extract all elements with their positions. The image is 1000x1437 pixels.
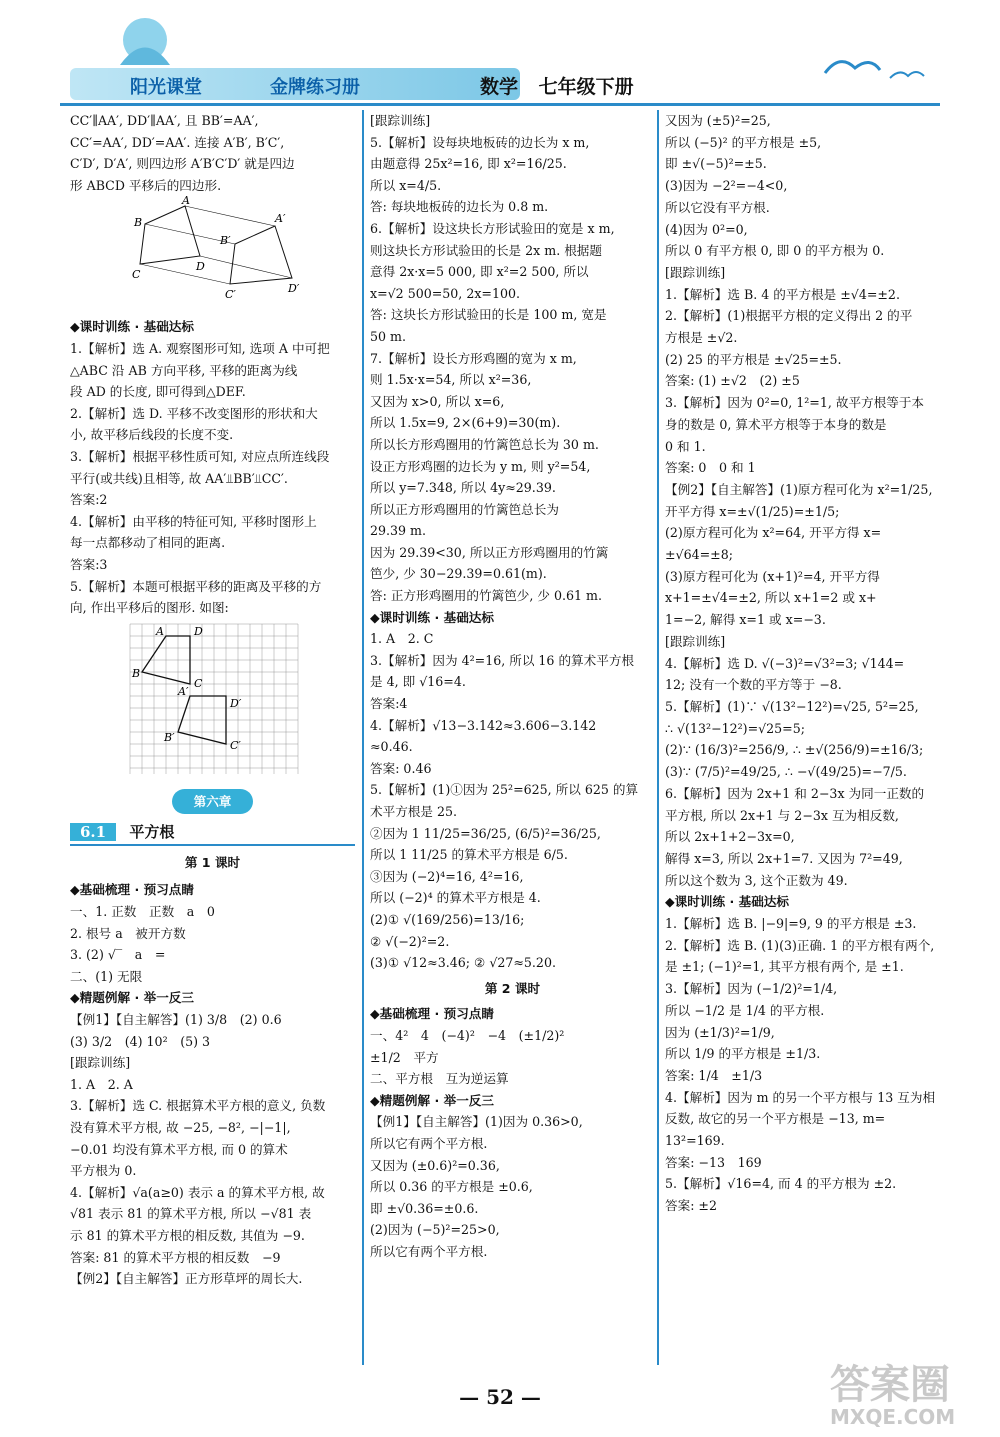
- text-line: 5.【解析】设每块地板砖的边长为 x m,: [370, 134, 590, 150]
- text-line: 【例2】【自主解答】正方形草坪的周长大.: [70, 1271, 303, 1287]
- text-line: ②因为 1 11/25=36/25, (6/5)²=36/25,: [370, 825, 601, 841]
- text-line: (2)原方程可化为 x²=64, 开平方得 x=: [665, 525, 882, 541]
- text-line: 又因为 x>0, 所以 x=6,: [370, 393, 505, 409]
- text-line: 【例2】【自主解答】(1)原方程可化为 x²=1/25,: [665, 481, 933, 497]
- text-line: 6.【解析】设这块长方形试验田的宽是 x m,: [370, 220, 615, 236]
- text-line: 答案: 81 的算术平方根的相反数 −9: [70, 1249, 281, 1265]
- fig-label: C′: [225, 288, 236, 302]
- column-2: [370, 110, 655, 1262]
- grid-figure: [70, 619, 355, 779]
- text-line: 3.【解析】因为 (−1/2)²=1/4,: [665, 981, 838, 997]
- text-line: ③因为 (−2)⁴=16, 4²=16,: [370, 868, 524, 884]
- text-line: 二、(1) 无限: [70, 968, 143, 984]
- col2-lesson2: [370, 1003, 655, 1262]
- text-line: 又因为 (±0.6)²=0.36,: [370, 1157, 500, 1173]
- page-header: [60, 8, 940, 103]
- text-line: 意得 2x·x=5 000, 即 x²=2 500, 所以: [370, 264, 589, 280]
- text-line: 所以 y=7.348, 所以 4y≈29.39.: [370, 480, 556, 496]
- text-line: (4)因为 0²=0,: [665, 221, 748, 237]
- text-line: 答: 每块地板砖的边长为 0.8 m.: [370, 199, 549, 215]
- text-line: 2.【解析】选 D. 平移不改变图形的形状和大: [70, 405, 318, 421]
- text-line: 所以这个数为 3, 这个正数为 49.: [665, 872, 848, 888]
- section-heading: ◆精题例解 · 举一反三: [370, 1092, 494, 1108]
- text-line: 答案:2: [70, 492, 108, 508]
- text-line: 段 AD 的长度, 即可得到△DEF.: [70, 384, 246, 400]
- text-line: 所以 1.5x=9, 2×(6+9)=30(m).: [370, 415, 561, 431]
- text-line: 50 m.: [370, 328, 406, 344]
- text-line: 所以长方形鸡圈用的竹篱笆总长为 30 m.: [370, 436, 599, 452]
- text-line: (3)原方程可化为 (x+1)²=4, 开平方得: [665, 568, 880, 584]
- section-heading: ◆基础梳理 · 预习点睛: [370, 1006, 494, 1022]
- column-1: [70, 110, 355, 1290]
- text-line: 【例1】【自主解答】(1) 3/8 (2) 0.6: [70, 1012, 282, 1028]
- text-line: 3.【解析】因为 0²=0, 1²=1, 故平方根等于本: [665, 395, 925, 411]
- section-heading: ◆基础梳理 · 预习点睛: [70, 882, 194, 898]
- text-line: 0 和 1.: [665, 438, 706, 454]
- text-line: 没有算术平方根, 故 −25, −8², −|−1|,: [70, 1120, 291, 1135]
- text-line: [跟踪训练]: [70, 1055, 131, 1071]
- text-line: 3.【解析】根据平移性质可知, 对应点所连线段: [70, 448, 330, 464]
- text-line: (2)① √(169/256)=13/16;: [370, 911, 525, 927]
- fig-label: D′: [288, 282, 300, 296]
- text-line: 所以 (−2)⁴ 的算术平方根是 4.: [370, 890, 541, 906]
- text-line: [跟踪训练]: [370, 113, 431, 128]
- text-line: 又因为 (±5)²=25,: [665, 113, 771, 128]
- lesson-title: 第 1 课时: [184, 854, 241, 870]
- text-line: 4.【解析】选 D. √(−3)²=√3²=3; √144=: [665, 655, 905, 671]
- brand-name: 阳光课堂: [130, 77, 202, 98]
- text-line: (2) 25 的平方根是 ±√25=±5.: [665, 351, 842, 367]
- grid-label: D: [194, 624, 203, 638]
- text-line: 所以 x=4/5.: [370, 177, 442, 193]
- text-line: 3.【解析】选 C. 根据算术平方根的意义, 负数: [70, 1098, 326, 1114]
- section-title: 平方根: [129, 823, 175, 842]
- text-line: 1. A 2. A: [70, 1076, 133, 1092]
- text-line: ±1/2 平方: [370, 1049, 439, 1065]
- subject: 数学: [480, 76, 519, 98]
- text-line: 2.【解析】(1)根据平方根的定义得出 2 的平: [665, 308, 913, 324]
- text-line: x+1=±√4=±2, 所以 x+1=2 或 x+: [665, 590, 877, 606]
- text-line: 1.【解析】选 A. 观察图形可知, 选项 A 中可把: [70, 340, 330, 356]
- text-line: 所以 (−5)² 的平方根是 ±5,: [665, 134, 822, 150]
- text-line: 【例1】【自主解答】(1)因为 0.36>0,: [370, 1114, 583, 1130]
- text-line: 答案: 0 0 和 1: [665, 460, 756, 476]
- text-line: x=√2 500=50, 2x=100.: [370, 285, 521, 301]
- header-banner: [70, 68, 520, 100]
- chapter-title: 第六章: [172, 789, 254, 815]
- text-line: 反数, 故它的另一个平方根是 −13, m=: [665, 1111, 886, 1127]
- text-line: 所以 −1/2 是 1/4 的平方根.: [665, 1002, 825, 1018]
- fig-label: B: [134, 216, 143, 230]
- fig-label: B′: [220, 234, 231, 248]
- col2-main: [370, 110, 655, 974]
- text-line: 答案: −13 169: [665, 1154, 762, 1170]
- text-line: 是 ±1; (−1)²=1, 其平方根有两个, 是 ±1.: [665, 959, 904, 975]
- section-heading-bar: [70, 822, 355, 846]
- text-line: 3.【解析】因为 4²=16, 所以 16 的算术平方根: [370, 652, 635, 668]
- text-line: 因为 (±1/3)²=1/9,: [665, 1024, 775, 1040]
- page-number: — 52 —: [459, 1385, 541, 1409]
- col1-exercises: [70, 316, 355, 618]
- text-line: (3)① √12≈3.46; ② √27≈5.20.: [370, 955, 556, 971]
- watermark-logo: 答案圈 MXQE.COM: [830, 1362, 956, 1429]
- text-line: 由题意得 25x²=16, 即 x²=16/25.: [370, 156, 567, 172]
- text-line: 所以 0.36 的平方根是 ±0.6,: [370, 1179, 533, 1195]
- text-line: 4.【解析】√13−3.142≈3.606−3.142: [370, 717, 597, 733]
- text-line: △ABC 沿 AB 方向平移, 平移的距离为线: [70, 362, 298, 378]
- grid-label: C: [194, 676, 203, 690]
- text-line: 平行(或共线)且相等, 故 AA′⫫BB′⫫CC′.: [70, 470, 288, 486]
- text-line: 3. (2) √‾ a =: [70, 947, 166, 963]
- text-line: (3)因为 −2²=−4<0,: [665, 178, 788, 194]
- text-line: 7.【解析】设长方形鸡圈的宽为 x m,: [370, 350, 577, 366]
- text-line: CC′=AA′, DD′=AA′. 连接 A′B′, B′C′,: [70, 134, 285, 150]
- text-line: 方根是 ±√2.: [665, 330, 738, 346]
- text-line: 术平方根是 25.: [370, 804, 458, 819]
- text-line: 1.【解析】选 B. |−9|=9, 9 的平方根是 ±3.: [665, 916, 917, 932]
- text-line: 形 ABCD 平移后的四边形.: [70, 177, 222, 193]
- fig-label: A: [182, 196, 190, 208]
- brand-subtitle: 金牌练习册: [270, 77, 360, 98]
- translation-figure: [70, 196, 355, 316]
- text-line: 答案: (1) ±√2 (2) ±5: [665, 373, 800, 389]
- section-heading: ◆精题例解 · 举一反三: [70, 990, 194, 1006]
- text-line: 所以 2x+1+2−3x=0,: [665, 829, 795, 845]
- text-line: 设正方形鸡圈的边长为 y m, 则 y²=54,: [370, 458, 591, 474]
- section-heading: ◆课时训练 · 基础达标: [70, 319, 194, 335]
- text-line: 一、1. 正数 正数 a 0: [70, 904, 215, 920]
- text-line: ∴ √(13²−12²)=√25=5;: [665, 720, 805, 736]
- text-line: 答: 这块长方形试验田的长是 100 m, 宽是: [370, 307, 607, 323]
- text-line: 13²=169.: [665, 1133, 725, 1149]
- text-line: 2. 根号 a 被开方数: [70, 925, 186, 941]
- text-line: (3) 3/2 (4) 10² (5) 3: [70, 1033, 211, 1049]
- text-line: 5.【解析】(1)∵ √(13²−12²)=√25, 5²=25,: [665, 698, 919, 714]
- text-line: √81 表示 81 的算术平方根, 所以 −√81 表: [70, 1206, 312, 1222]
- text-line: 1.【解析】选 B. 4 的平方根是 ±√4=±2.: [665, 286, 900, 302]
- col1-intro: [70, 110, 355, 196]
- text-line: 即 ±√0.36=±0.6.: [370, 1200, 479, 1216]
- text-line: 即 ±√(−5)²=±5.: [665, 156, 767, 172]
- grid-label: D′: [230, 696, 242, 710]
- fig-label: A′: [275, 212, 286, 226]
- text-line: 答案: ±2: [665, 1198, 717, 1214]
- text-line: 29.39 m.: [370, 523, 427, 539]
- text-line: C′D′, D′A′, 则四边形 A′B′C′D′ 就是四边: [70, 156, 295, 172]
- grid-label: C′: [230, 738, 241, 752]
- text-line: 平方根, 所以 2x+1 与 2−3x 互为相反数,: [665, 807, 899, 823]
- text-line: 4.【解析】√a(a≥0) 表示 a 的算术平方根, 故: [70, 1184, 325, 1200]
- text-line: 示 81 的算术平方根的相反数, 其值为 −9.: [70, 1227, 305, 1243]
- text-line: 6.【解析】因为 2x+1 和 2−3x 为同一正数的: [665, 785, 925, 801]
- text-line: 12; 没有一个数的平方等于 −8.: [665, 677, 842, 693]
- text-line: 则这块长方形试验田的长是 2x m. 根据题: [370, 242, 602, 258]
- header-sun-icon: [110, 10, 180, 70]
- text-line: 向, 作出平移后的图形. 如图:: [70, 600, 229, 616]
- text-line: (2)∵ (16/3)²=256/9, ∴ ±√(256/9)=±16/3;: [665, 742, 924, 758]
- column-divider: [362, 110, 364, 1365]
- text-line: 二、平方根 互为逆运算: [370, 1071, 509, 1087]
- text-line: CC′∥AA′, DD′∥AA′, 且 BB′=AA′,: [70, 113, 259, 128]
- text-line: 2.【解析】选 B. (1)(3)正确. 1 的平方根有两个,: [665, 937, 935, 953]
- text-line: 一、4² 4 (−4)² −4 (±1/2)²: [370, 1027, 565, 1043]
- text-line: 是 4, 即 √16=4.: [370, 674, 466, 690]
- text-line: 身的数是 0, 算术平方根等于本身的数是: [665, 416, 887, 432]
- text-line: 4.【解析】由平移的特征可知, 平移时图形上: [70, 513, 317, 529]
- text-line: 5.【解析】本题可根据平移的距离及平移的方: [70, 578, 322, 594]
- text-line: 答案:4: [370, 696, 408, 712]
- column-3: [665, 110, 945, 1217]
- text-line: 所以它有两个平方根.: [370, 1243, 488, 1259]
- text-line: ② √(−2)²=2.: [370, 933, 450, 949]
- text-line: ≈0.46.: [370, 739, 413, 755]
- grid-label: A: [156, 624, 164, 638]
- text-line: 所以 1/9 的平方根是 ±1/3.: [665, 1046, 821, 1062]
- text-line: 因为 29.39<30, 所以正方形鸡圈用的竹篱: [370, 544, 609, 560]
- text-line: ±√64=±8;: [665, 547, 733, 563]
- text-line: 每一点都移动了相同的距离.: [70, 535, 226, 551]
- column-divider: [657, 110, 659, 1365]
- text-line: 所以它有两个平方根.: [370, 1135, 488, 1151]
- text-line: 笆少, 少 30−29.39=0.61(m).: [370, 566, 547, 582]
- text-line: 小, 故平移后线段的长度不变.: [70, 427, 234, 443]
- text-line: 开平方得 x=±√(1/25)=±1/5;: [665, 503, 840, 519]
- text-line: 答案: 1/4 ±1/3: [665, 1067, 763, 1083]
- header-rule: [60, 103, 940, 106]
- section-number: 6.1: [70, 823, 116, 841]
- text-line: 所以它没有平方根.: [665, 199, 770, 215]
- fig-label: D: [196, 260, 205, 274]
- grade: 七年级下册: [538, 76, 634, 98]
- text-line: [跟踪训练]: [665, 633, 726, 649]
- text-line: 所以正方形鸡圈用的竹篱笆总长为: [370, 501, 559, 517]
- text-line: 解得 x=3, 所以 2x+1=7. 又因为 7²=49,: [665, 850, 903, 866]
- section-heading: ◆课时训练 · 基础达标: [665, 894, 789, 910]
- text-line: 答案:3: [70, 556, 108, 572]
- text-line: [跟踪训练]: [665, 264, 726, 280]
- birds-icon: [820, 48, 930, 88]
- text-line: 所以 0 有平方根 0, 即 0 的平方根为 0.: [665, 243, 885, 259]
- text-line: (2)因为 (−5)²=25>0,: [370, 1222, 500, 1238]
- grid-label: B′: [164, 730, 175, 744]
- lesson-title: 第 2 课时: [484, 980, 541, 996]
- section-heading: ◆课时训练 · 基础达标: [370, 609, 494, 625]
- grid-label: B: [132, 666, 141, 680]
- chapter-banner: [70, 789, 355, 815]
- text-line: 答: 正方形鸡圈用的竹篱笆少, 少 0.61 m.: [370, 588, 602, 604]
- grid-label: A′: [178, 684, 189, 698]
- col1-lesson1: [70, 879, 355, 1289]
- text-line: 则 1.5x·x=54, 所以 x²=36,: [370, 372, 532, 388]
- text-line: 所以 1 11/25 的算术平方根是 6/5.: [370, 847, 568, 863]
- fig-label: C: [132, 268, 141, 282]
- text-line: 1=−2, 解得 x=1 或 x=−3.: [665, 612, 826, 628]
- text-line: 4.【解析】因为 m 的另一个平方根与 13 互为相: [665, 1089, 936, 1105]
- subject-grade: [480, 72, 634, 99]
- text-line: 5.【解析】√16=4, 而 4 的平方根为 ±2.: [665, 1176, 897, 1192]
- text-line: −0.01 均没有算术平方根, 而 0 的算术: [70, 1141, 288, 1157]
- text-line: 5.【解析】(1)①因为 25²=625, 所以 625 的算: [370, 782, 639, 798]
- text-line: (3)∵ (7/5)²=49/25, ∴ −√(49/25)=−7/5.: [665, 764, 907, 780]
- text-line: 1. A 2. C: [370, 631, 434, 647]
- text-line: 平方根为 0.: [70, 1163, 137, 1179]
- text-line: 答案: 0.46: [370, 760, 432, 776]
